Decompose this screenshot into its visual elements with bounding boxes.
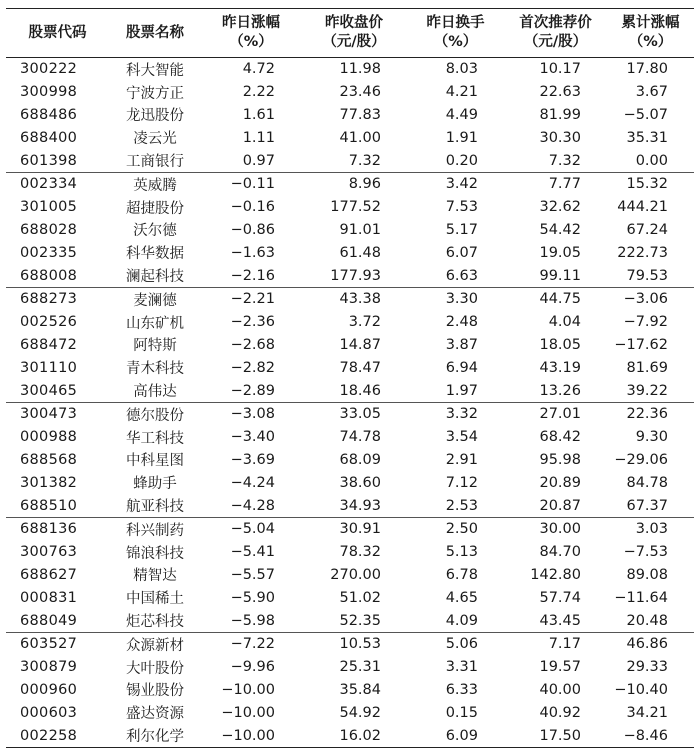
cell-stock-code: 688400 xyxy=(20,129,78,146)
cell-stock-code: 301005 xyxy=(20,199,78,216)
cell-yesterday-turnover: 4.21 xyxy=(445,84,478,101)
cell-yesterday-close: 18.46 xyxy=(339,382,381,399)
cell-yesterday-turnover: 3.31 xyxy=(445,659,478,676)
table-row xyxy=(6,104,694,127)
row-group xyxy=(6,58,694,173)
table-row xyxy=(6,241,694,264)
stock-table-container xyxy=(6,8,694,748)
cell-yesterday-change: −2.68 xyxy=(230,336,275,353)
table-row xyxy=(6,58,694,81)
cell-yesterday-change: −3.40 xyxy=(230,429,275,446)
cell-yesterday-close: 177.93 xyxy=(330,267,381,284)
cell-cumulative-change: −17.62 xyxy=(614,336,668,353)
cell-yesterday-turnover: 3.54 xyxy=(445,429,478,446)
cell-stock-name: 德尔股份 xyxy=(126,407,184,424)
cell-cumulative-change: 222.73 xyxy=(617,244,668,261)
cell-first-recommend-price: 81.99 xyxy=(539,106,581,123)
cell-stock-code: 688273 xyxy=(20,291,78,308)
cell-cumulative-change: −11.64 xyxy=(614,589,668,606)
cell-yesterday-close: 11.98 xyxy=(339,61,381,78)
row-group xyxy=(6,517,694,632)
table-row xyxy=(6,81,694,104)
cell-yesterday-close: 34.93 xyxy=(339,497,381,514)
cell-first-recommend-price: 40.92 xyxy=(539,704,581,721)
table-row xyxy=(6,172,694,195)
cell-first-recommend-price: 19.57 xyxy=(539,659,581,676)
cell-yesterday-change: 1.61 xyxy=(242,106,275,123)
cell-yesterday-turnover: 6.94 xyxy=(445,359,478,376)
cell-first-recommend-price: 22.63 xyxy=(539,84,581,101)
cell-cumulative-change: 89.08 xyxy=(626,566,668,583)
cell-stock-name: 科兴制药 xyxy=(126,522,184,539)
table-row xyxy=(6,586,694,609)
cell-yesterday-close: 14.87 xyxy=(339,336,381,353)
header-yesterday-turnover: 昨日换手 （%） xyxy=(407,9,504,58)
cell-stock-code: 688627 xyxy=(20,566,78,583)
cell-stock-code: 002335 xyxy=(20,244,78,261)
table-row xyxy=(6,609,694,632)
cell-first-recommend-price: 7.77 xyxy=(548,176,581,193)
row-group xyxy=(6,287,694,402)
cell-stock-code: 688510 xyxy=(20,497,78,514)
cell-first-recommend-price: 99.11 xyxy=(539,267,581,284)
row-group xyxy=(6,402,694,517)
cell-stock-code: 000960 xyxy=(20,681,78,698)
cell-first-recommend-price: 20.87 xyxy=(539,497,581,514)
table-row xyxy=(6,149,694,172)
cell-cumulative-change: −8.46 xyxy=(623,727,668,744)
cell-yesterday-change: −5.41 xyxy=(230,544,275,561)
cell-yesterday-turnover: 7.53 xyxy=(445,199,478,216)
cell-cumulative-change: 0.00 xyxy=(635,152,668,169)
cell-first-recommend-price: 57.74 xyxy=(539,589,581,606)
cell-cumulative-change: 3.67 xyxy=(635,84,668,101)
cell-yesterday-turnover: 7.12 xyxy=(445,474,478,491)
cell-yesterday-turnover: 3.42 xyxy=(445,176,478,193)
cell-stock-name: 沃尔德 xyxy=(133,223,177,240)
cell-yesterday-turnover: 4.49 xyxy=(445,106,478,123)
cell-stock-code: 000603 xyxy=(20,704,78,721)
cell-cumulative-change: 79.53 xyxy=(626,267,668,284)
cell-yesterday-close: 3.72 xyxy=(348,314,381,331)
cell-yesterday-close: 77.83 xyxy=(339,106,381,123)
cell-yesterday-turnover: 3.30 xyxy=(445,291,478,308)
table-row xyxy=(6,426,694,449)
cell-cumulative-change: 81.69 xyxy=(626,359,668,376)
cell-yesterday-change: −5.57 xyxy=(230,566,275,583)
cell-stock-name: 盛达资源 xyxy=(126,706,184,723)
cell-yesterday-close: 68.09 xyxy=(339,451,381,468)
table-row xyxy=(6,379,694,402)
header-yesterday-close: 昨收盘价 （元/股） xyxy=(301,9,407,58)
cell-stock-code: 300763 xyxy=(20,544,78,561)
cell-cumulative-change: 9.30 xyxy=(635,429,668,446)
cell-yesterday-change: −1.63 xyxy=(230,244,275,261)
cell-yesterday-close: 61.48 xyxy=(339,244,381,261)
cell-first-recommend-price: 18.05 xyxy=(539,336,581,353)
cell-stock-name: 超捷股份 xyxy=(126,200,184,217)
cell-stock-code: 688008 xyxy=(20,267,78,284)
cell-yesterday-change: −0.86 xyxy=(230,221,275,238)
cell-yesterday-close: 54.92 xyxy=(339,704,381,721)
cell-stock-name: 澜起科技 xyxy=(126,269,184,286)
cell-yesterday-close: 74.78 xyxy=(339,429,381,446)
header-first-recommend-price: 首次推荐价 （元/股） xyxy=(504,9,607,58)
cell-yesterday-change: −2.89 xyxy=(230,382,275,399)
cell-yesterday-close: 35.84 xyxy=(339,681,381,698)
cell-first-recommend-price: 142.80 xyxy=(530,566,581,583)
cell-first-recommend-price: 84.70 xyxy=(539,544,581,561)
cell-yesterday-turnover: 0.20 xyxy=(445,152,478,169)
cell-first-recommend-price: 20.89 xyxy=(539,474,581,491)
cell-yesterday-change: 1.11 xyxy=(242,129,275,146)
cell-stock-name: 工商银行 xyxy=(126,154,184,171)
cell-cumulative-change: −7.53 xyxy=(623,544,668,561)
row-group xyxy=(6,172,694,287)
table-row xyxy=(6,656,694,679)
cell-stock-code: 688568 xyxy=(20,451,78,468)
cell-cumulative-change: 34.21 xyxy=(626,704,668,721)
cell-yesterday-change: −2.82 xyxy=(230,359,275,376)
cell-yesterday-change: −2.16 xyxy=(230,267,275,284)
cell-first-recommend-price: 54.42 xyxy=(539,221,581,238)
cell-first-recommend-price: 7.17 xyxy=(548,636,581,653)
cell-stock-code: 601398 xyxy=(20,152,78,169)
cell-yesterday-change: −4.24 xyxy=(230,474,275,491)
cell-yesterday-change: −2.36 xyxy=(230,314,275,331)
cell-yesterday-close: 43.38 xyxy=(339,291,381,308)
cell-stock-code: 688136 xyxy=(20,521,78,538)
cell-stock-name: 宁波方正 xyxy=(126,85,184,102)
cell-stock-name: 中国稀土 xyxy=(126,591,184,608)
cell-first-recommend-price: 30.00 xyxy=(539,521,581,538)
table-row xyxy=(6,334,694,357)
cell-first-recommend-price: 7.32 xyxy=(548,152,581,169)
cell-stock-code: 688049 xyxy=(20,612,78,629)
table-row xyxy=(6,219,694,242)
cell-stock-code: 002526 xyxy=(20,314,78,331)
cell-stock-name: 山东矿机 xyxy=(126,315,184,332)
cell-yesterday-close: 33.05 xyxy=(339,406,381,423)
cell-yesterday-close: 25.31 xyxy=(339,659,381,676)
table-row xyxy=(6,471,694,494)
cell-first-recommend-price: 43.19 xyxy=(539,359,581,376)
cell-stock-name: 阿特斯 xyxy=(133,338,177,355)
table-row xyxy=(6,701,694,724)
cell-yesterday-turnover: 3.32 xyxy=(445,406,478,423)
cell-stock-name: 华工科技 xyxy=(126,430,184,447)
cell-yesterday-turnover: 1.91 xyxy=(445,129,478,146)
cell-stock-name: 科华数据 xyxy=(126,246,184,263)
cell-yesterday-turnover: 6.78 xyxy=(445,566,478,583)
table-row xyxy=(6,287,694,310)
cell-stock-code: 002334 xyxy=(20,176,78,193)
cell-cumulative-change: 67.24 xyxy=(626,221,668,238)
cell-stock-name: 众源新材 xyxy=(126,637,184,654)
cell-stock-code: 300465 xyxy=(20,382,78,399)
cell-stock-code: 000831 xyxy=(20,589,78,606)
cell-stock-name: 英威腾 xyxy=(133,177,177,194)
cell-yesterday-change: −5.98 xyxy=(230,612,275,629)
cell-yesterday-change: −4.28 xyxy=(230,497,275,514)
table-row xyxy=(6,196,694,219)
cell-first-recommend-price: 30.30 xyxy=(539,129,581,146)
table-row xyxy=(6,356,694,379)
cell-yesterday-turnover: 5.13 xyxy=(445,544,478,561)
cell-cumulative-change: 20.48 xyxy=(626,612,668,629)
cell-stock-code: 300998 xyxy=(20,84,78,101)
cell-cumulative-change: −7.92 xyxy=(623,314,668,331)
cell-yesterday-change: 2.22 xyxy=(242,84,275,101)
table-row xyxy=(6,541,694,564)
cell-yesterday-change: −0.11 xyxy=(230,176,275,193)
table-row xyxy=(6,679,694,702)
cell-yesterday-close: 23.46 xyxy=(339,84,381,101)
cell-first-recommend-price: 68.42 xyxy=(539,429,581,446)
cell-first-recommend-price: 17.50 xyxy=(539,727,581,744)
cell-first-recommend-price: 10.17 xyxy=(539,61,581,78)
row-group xyxy=(6,632,694,747)
table-row xyxy=(6,517,694,540)
cell-yesterday-turnover: 0.15 xyxy=(445,704,478,721)
cell-yesterday-close: 51.02 xyxy=(339,589,381,606)
cell-first-recommend-price: 13.26 xyxy=(539,382,581,399)
cell-yesterday-change: −0.16 xyxy=(230,199,275,216)
cell-yesterday-close: 8.96 xyxy=(348,176,381,193)
cell-yesterday-change: −10.00 xyxy=(221,704,275,721)
header-stock-name: 股票名称 xyxy=(109,9,201,58)
cell-yesterday-close: 78.47 xyxy=(339,359,381,376)
cell-cumulative-change: −3.06 xyxy=(623,291,668,308)
cell-cumulative-change: 39.22 xyxy=(626,382,668,399)
cell-first-recommend-price: 95.98 xyxy=(539,451,581,468)
cell-yesterday-turnover: 1.97 xyxy=(445,382,478,399)
cell-stock-name: 锡业股份 xyxy=(126,683,184,700)
cell-yesterday-change: −5.04 xyxy=(230,521,275,538)
cell-stock-name: 科大智能 xyxy=(126,62,184,79)
cell-yesterday-change: −10.00 xyxy=(221,727,275,744)
cell-first-recommend-price: 32.62 xyxy=(539,199,581,216)
cell-first-recommend-price: 44.75 xyxy=(539,291,581,308)
cell-yesterday-close: 91.01 xyxy=(339,221,381,238)
cell-yesterday-turnover: 2.91 xyxy=(445,451,478,468)
table-row xyxy=(6,632,694,655)
cell-yesterday-turnover: 4.65 xyxy=(445,589,478,606)
table-row xyxy=(6,311,694,334)
table-row xyxy=(6,564,694,587)
cell-yesterday-change: −3.08 xyxy=(230,406,275,423)
cell-cumulative-change: 22.36 xyxy=(626,406,668,423)
cell-stock-code: 301382 xyxy=(20,474,78,491)
table-row xyxy=(6,264,694,287)
cell-yesterday-turnover: 5.06 xyxy=(445,636,478,653)
header-yesterday-change: 昨日涨幅 （%） xyxy=(201,9,301,58)
cell-cumulative-change: 15.32 xyxy=(626,176,668,193)
cell-stock-code: 000988 xyxy=(20,429,78,446)
cell-cumulative-change: 444.21 xyxy=(617,199,668,216)
cell-first-recommend-price: 27.01 xyxy=(539,406,581,423)
table-row xyxy=(6,402,694,425)
cell-yesterday-turnover: 2.50 xyxy=(445,521,478,538)
cell-stock-code: 002258 xyxy=(20,727,78,744)
cell-stock-code: 300473 xyxy=(20,406,78,423)
cell-cumulative-change: −5.07 xyxy=(623,106,668,123)
cell-yesterday-change: −7.22 xyxy=(230,636,275,653)
cell-stock-name: 利尔化学 xyxy=(126,729,184,745)
cell-yesterday-change: −10.00 xyxy=(221,681,275,698)
cell-first-recommend-price: 4.04 xyxy=(548,314,581,331)
cell-stock-name: 青木科技 xyxy=(126,361,184,378)
table-row xyxy=(6,494,694,517)
cell-stock-name: 航亚科技 xyxy=(126,499,184,516)
cell-stock-name: 锦浪科技 xyxy=(126,545,184,562)
table-row xyxy=(6,724,694,747)
cell-cumulative-change: −10.40 xyxy=(614,681,668,698)
cell-stock-code: 603527 xyxy=(20,636,78,653)
cell-stock-name: 大叶股份 xyxy=(126,660,184,677)
header-row xyxy=(6,9,694,58)
cell-yesterday-close: 41.00 xyxy=(339,129,381,146)
cell-stock-code: 688486 xyxy=(20,106,78,123)
cell-stock-name: 精智达 xyxy=(133,568,177,585)
cell-yesterday-change: −9.96 xyxy=(230,659,275,676)
cell-yesterday-change: −3.69 xyxy=(230,451,275,468)
cell-yesterday-close: 270.00 xyxy=(330,566,381,583)
cell-stock-code: 301110 xyxy=(20,359,78,376)
cell-cumulative-change: 84.78 xyxy=(626,474,668,491)
cell-stock-code: 300879 xyxy=(20,659,78,676)
cell-first-recommend-price: 40.00 xyxy=(539,681,581,698)
table-row xyxy=(6,449,694,472)
header-stock-code: 股票代码 xyxy=(6,9,109,58)
cell-yesterday-change: 0.97 xyxy=(242,152,275,169)
cell-yesterday-close: 177.52 xyxy=(330,199,381,216)
cell-yesterday-turnover: 2.53 xyxy=(445,497,478,514)
cell-yesterday-turnover: 6.63 xyxy=(445,267,478,284)
cell-yesterday-turnover: 6.33 xyxy=(445,681,478,698)
cell-yesterday-turnover: 6.07 xyxy=(445,244,478,261)
cell-first-recommend-price: 43.45 xyxy=(539,612,581,629)
cell-yesterday-close: 52.35 xyxy=(339,612,381,629)
cell-yesterday-close: 30.91 xyxy=(339,521,381,538)
cell-stock-code: 300222 xyxy=(20,61,78,78)
cell-yesterday-turnover: 3.87 xyxy=(445,336,478,353)
cell-stock-code: 688028 xyxy=(20,221,78,238)
cell-yesterday-change: 4.72 xyxy=(242,61,275,78)
cell-yesterday-close: 7.32 xyxy=(348,152,381,169)
cell-stock-name: 蜂助手 xyxy=(133,476,177,493)
cell-yesterday-close: 78.32 xyxy=(339,544,381,561)
cell-stock-name: 麦澜德 xyxy=(133,292,177,309)
cell-first-recommend-price: 19.05 xyxy=(539,244,581,261)
cell-cumulative-change: 67.37 xyxy=(626,497,668,514)
cell-yesterday-close: 16.02 xyxy=(339,727,381,744)
cell-stock-code: 688472 xyxy=(20,336,78,353)
cell-stock-name: 中科星图 xyxy=(126,453,184,470)
stock-recommendation-table xyxy=(6,8,694,748)
cell-yesterday-turnover: 6.09 xyxy=(445,727,478,744)
cell-yesterday-change: −5.90 xyxy=(230,589,275,606)
cell-cumulative-change: 17.80 xyxy=(626,61,668,78)
cell-yesterday-turnover: 5.17 xyxy=(445,221,478,238)
cell-cumulative-change: −29.06 xyxy=(614,451,668,468)
cell-yesterday-turnover: 4.09 xyxy=(445,612,478,629)
header-cumulative-change: 累计涨幅 （%） xyxy=(607,9,694,58)
cell-stock-name: 炬芯科技 xyxy=(126,614,184,631)
cell-yesterday-turnover: 2.48 xyxy=(445,314,478,331)
cell-stock-name: 凌云光 xyxy=(133,131,177,148)
cell-cumulative-change: 46.86 xyxy=(626,636,668,653)
cell-stock-name: 龙迅股份 xyxy=(126,108,184,125)
cell-yesterday-close: 10.53 xyxy=(339,636,381,653)
cell-cumulative-change: 29.33 xyxy=(626,659,668,676)
table-row xyxy=(6,126,694,149)
cell-cumulative-change: 3.03 xyxy=(635,521,668,538)
cell-yesterday-close: 38.60 xyxy=(339,474,381,491)
cell-cumulative-change: 35.31 xyxy=(626,129,668,146)
cell-stock-name: 高伟达 xyxy=(133,384,177,401)
cell-yesterday-turnover: 8.03 xyxy=(445,61,478,78)
cell-yesterday-change: −2.21 xyxy=(230,291,275,308)
